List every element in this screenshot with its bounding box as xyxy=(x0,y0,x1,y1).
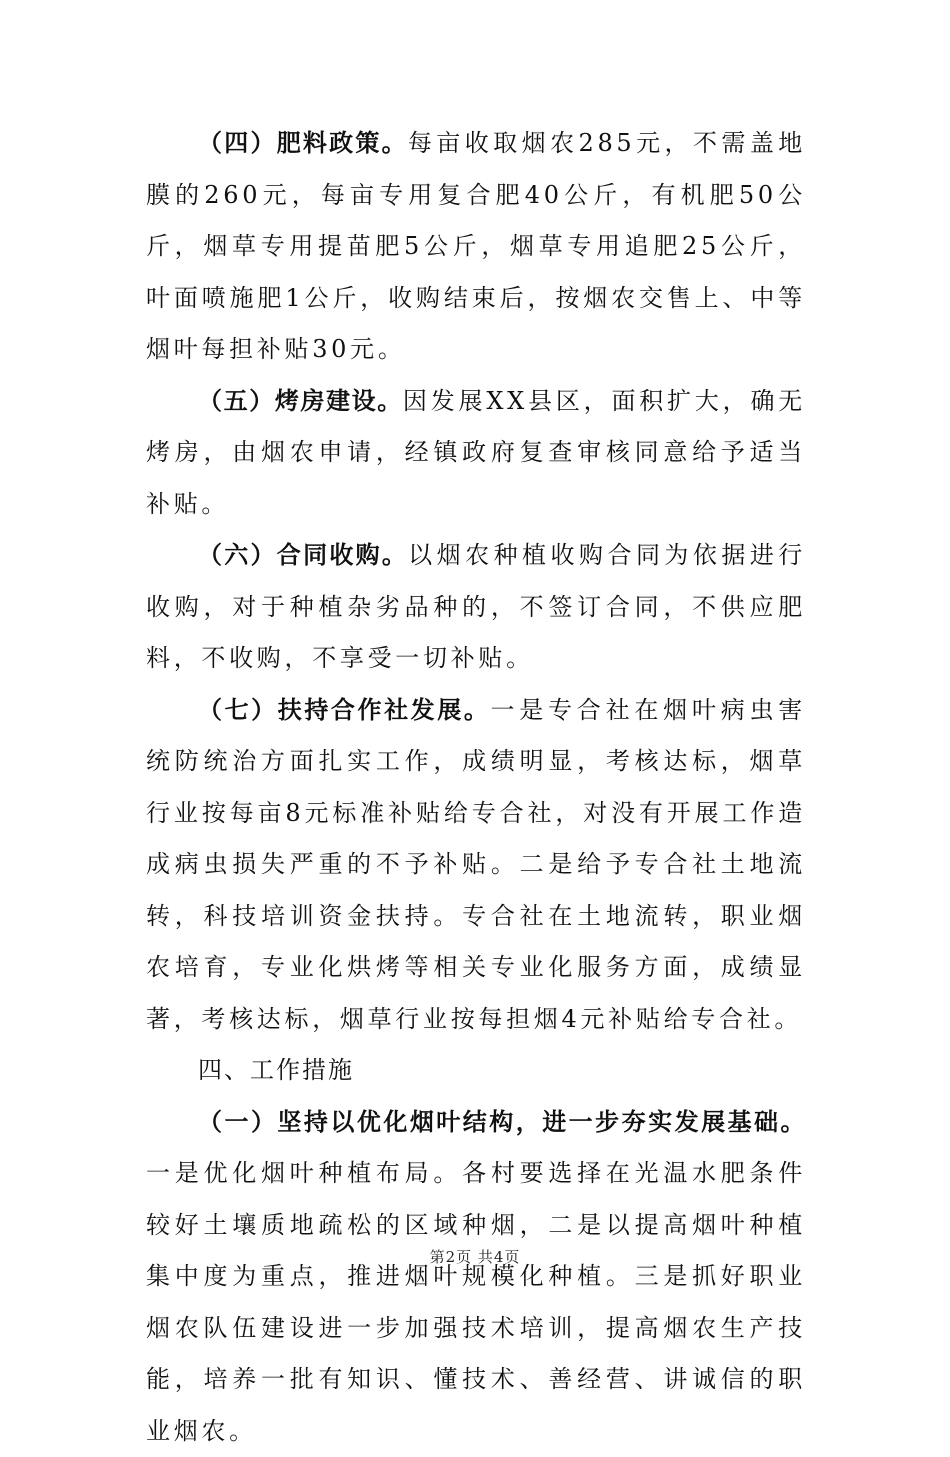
paragraph-lead: （一）坚持以优化烟叶结构，进一步夯实发展基础。 xyxy=(198,1108,806,1136)
paragraph-lead: （六）合同收购。 xyxy=(198,541,408,569)
paragraph-text: 一是专合社在烟叶病虫害统防统治方面扎实工作，成绩明显，考核达标，烟草行业按每亩8元标准补贴给专合社，对没有开展工作造成病虫损失严重的不予补贴。二是给予专合社土地流转，科技培训资金扶持。专合社在土地流转，职业烟农培育，专业化烘烤等相关专业化服务方面，成绩显著，考核达标，烟草行业按每担烟4元补贴给专合社。 xyxy=(146,696,806,1033)
paragraph-lead: （四）肥料政策。 xyxy=(198,129,408,157)
paragraph-lead: （五）烤房建设。 xyxy=(198,387,403,415)
paragraph-text: 一是优化烟叶种植布局。各村要选择在光温水肥条件较好土壤质地疏松的区域种烟，二是以提高烟叶种植集中度为重点，推进烟叶规模化种植。三是抓好职业烟农队伍建设进一步加强技术培训，提高烟农生产技能，培养一批有知识、懂技术、善经营、讲诚信的职业烟农。 xyxy=(146,1159,806,1445)
paragraph-curing-barn xyxy=(146,376,806,531)
paragraph-text: 每亩收取烟农285元，不需盖地膜的260元，每亩专用复合肥40公斤，有机肥50公斤，烟草专用提苗肥5公斤，烟草专用追肥25公斤，叶面喷施肥1公斤，收购结束后，按烟农交售上、中等烟叶每担补贴30元。 xyxy=(146,129,806,363)
paragraph-measure-one xyxy=(146,1097,806,1457)
paragraph-text: 以烟农种植收购合同为依据进行收购，对于种植杂劣品种的，不签订合同，不供应肥料，不收购，不享受一切补贴。 xyxy=(146,541,806,672)
section-heading: 四、工作措施 xyxy=(146,1045,806,1097)
paragraph-contract-purchase xyxy=(146,530,806,685)
paragraph-cooperative-support xyxy=(146,685,806,1046)
paragraph-text: 因发展XX县区，面积扩大，确无烤房，由烟农申请，经镇政府复查审核同意给予适当补贴。 xyxy=(146,387,806,518)
paragraph-fertilizer-policy xyxy=(146,118,806,376)
page-footer: 第2页 共4页 xyxy=(0,1246,950,1267)
paragraph-lead: （七）扶持合作社发展。 xyxy=(198,696,490,724)
